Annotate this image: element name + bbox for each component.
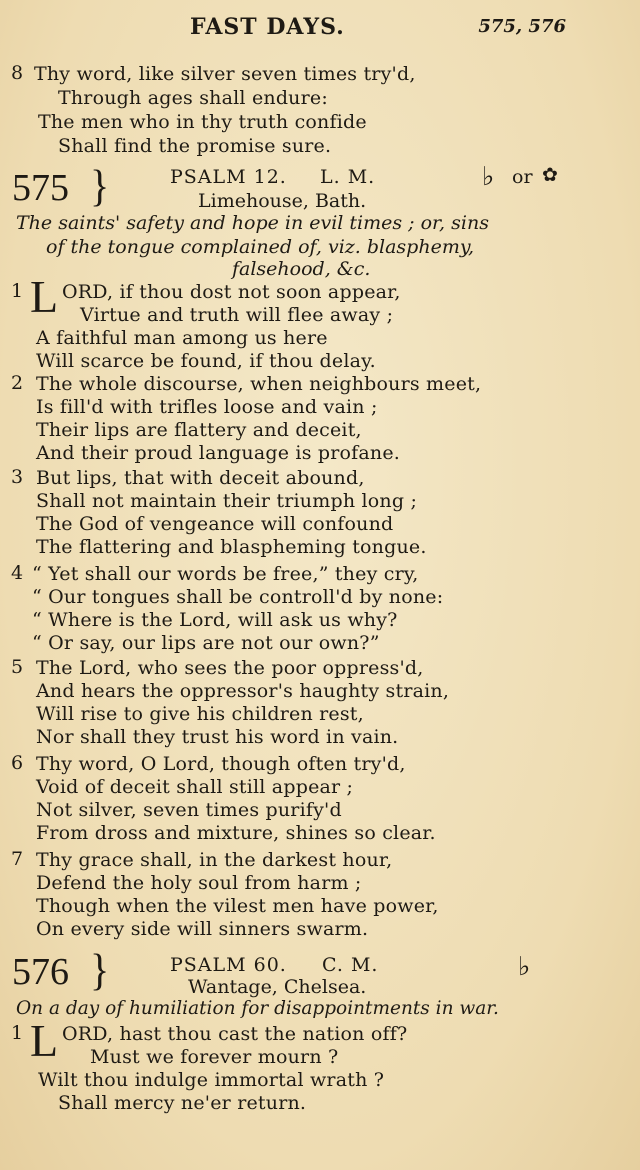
subtitle-line: falsehood, &c.: [232, 258, 371, 280]
verse-line: Void of deceit shall still appear ;: [36, 776, 354, 798]
verse-line: Thy word, like silver seven times try'd,: [34, 63, 416, 85]
hymn-number: 575: [12, 167, 69, 209]
stanza-number: 5: [11, 656, 24, 678]
verse-line: Will rise to give his children rest,: [36, 703, 364, 725]
verse-line: Not silver, seven times purify'd: [36, 799, 342, 821]
verse-line: The God of vengeance will confound: [36, 513, 394, 535]
verse-line: Nor shall they trust his word in vain.: [36, 726, 399, 748]
verse-line: Is fill'd with trifles loose and vain ;: [36, 396, 378, 418]
key-or: or: [512, 166, 533, 188]
hymn-576-subtitle: On a day of humiliation for disappointments in war.: [16, 998, 499, 1019]
flat-key-icon: ♭: [482, 162, 495, 192]
verse-line: Thy word, O Lord, though often try'd,: [36, 753, 406, 775]
running-head-title: FAST DAYS.: [190, 14, 345, 40]
stanza-number: 8: [11, 62, 24, 84]
verse-line: Shall find the promise sure.: [58, 135, 332, 157]
running-head-page-numbers: 575, 576: [478, 16, 566, 37]
psalm-meter: C. M.: [322, 954, 379, 976]
verse-line: And their proud language is profane.: [36, 442, 401, 464]
flower-ornament-icon: ✿: [542, 164, 558, 186]
subtitle-line: of the tongue complained of, viz. blasphemy,: [46, 236, 475, 258]
verse-line: Shall not maintain their triumph long ;: [36, 490, 418, 512]
verse-line: From dross and mixture, shines so clear.: [36, 822, 436, 844]
verse-line: Their lips are flattery and deceit,: [36, 419, 362, 441]
verse-line: The whole discourse, when neighbours meet,: [36, 373, 482, 395]
verse-line: Wilt thou indulge immortal wrath ?: [38, 1069, 385, 1091]
brace: }: [90, 160, 110, 211]
verse-line: The Lord, who sees the poor oppress'd,: [36, 657, 424, 679]
verse-line: “ Yet shall our words be free,” they cry,: [32, 563, 419, 585]
verse-line: A faithful man among us here: [36, 327, 328, 349]
verse-line: Shall mercy ne'er return.: [58, 1092, 307, 1114]
subtitle-line: The saints' safety and hope in evil times ; or, sins: [16, 212, 489, 234]
verse-line: “ Our tongues shall be controll'd by none:: [32, 586, 444, 608]
stanza-number: 3: [11, 466, 24, 488]
stanza-number: 1: [11, 1022, 24, 1044]
stanza-number: 2: [11, 372, 24, 394]
verse-line: Thy grace shall, in the darkest hour,: [36, 849, 393, 871]
hymn-number: 576: [12, 951, 69, 993]
psalm-meter: L. M.: [320, 166, 376, 188]
verse-line: Must we forever mourn ?: [90, 1046, 339, 1068]
verse-line: Through ages shall endure:: [58, 87, 328, 109]
tune-names: Limehouse, Bath.: [198, 190, 367, 212]
psalm-title: PSALM 60.: [170, 954, 287, 976]
flat-key-icon: ♭: [518, 952, 531, 982]
verse-line: Virtue and truth will flee away ;: [80, 304, 394, 326]
stanza-number: 1: [11, 280, 24, 302]
verse-line: “ Where is the Lord, will ask us why?: [32, 609, 398, 631]
verse-line: Defend the holy soul from harm ;: [36, 872, 362, 894]
drop-cap: L: [30, 271, 59, 322]
verse-line: ORD, hast thou cast the nation off?: [62, 1023, 408, 1045]
verse-line: And hears the oppressor's haughty strain,: [36, 680, 450, 702]
verse-line: The flattering and blaspheming tongue.: [36, 536, 427, 558]
verse-line: ORD, if thou dost not soon appear,: [62, 281, 401, 303]
verse-line: Will scarce be found, if thou delay.: [36, 350, 376, 372]
verse-line: But lips, that with deceit abound,: [36, 467, 365, 489]
drop-cap: L: [30, 1015, 59, 1066]
psalm-title: PSALM 12.: [170, 166, 287, 188]
tune-names: Wantage, Chelsea.: [188, 976, 367, 998]
running-head: [0, 14, 640, 44]
brace: }: [90, 944, 110, 995]
stanza-number: 7: [11, 848, 24, 870]
stanza-number: 6: [11, 752, 24, 774]
verse-line: On every side will sinners swarm.: [36, 918, 369, 940]
verse-line: Though when the vilest men have power,: [36, 895, 439, 917]
stanza-number: 4: [11, 562, 24, 584]
verse-line: The men who in thy truth confide: [38, 111, 367, 133]
verse-line: “ Or say, our lips are not our own?”: [32, 632, 380, 654]
